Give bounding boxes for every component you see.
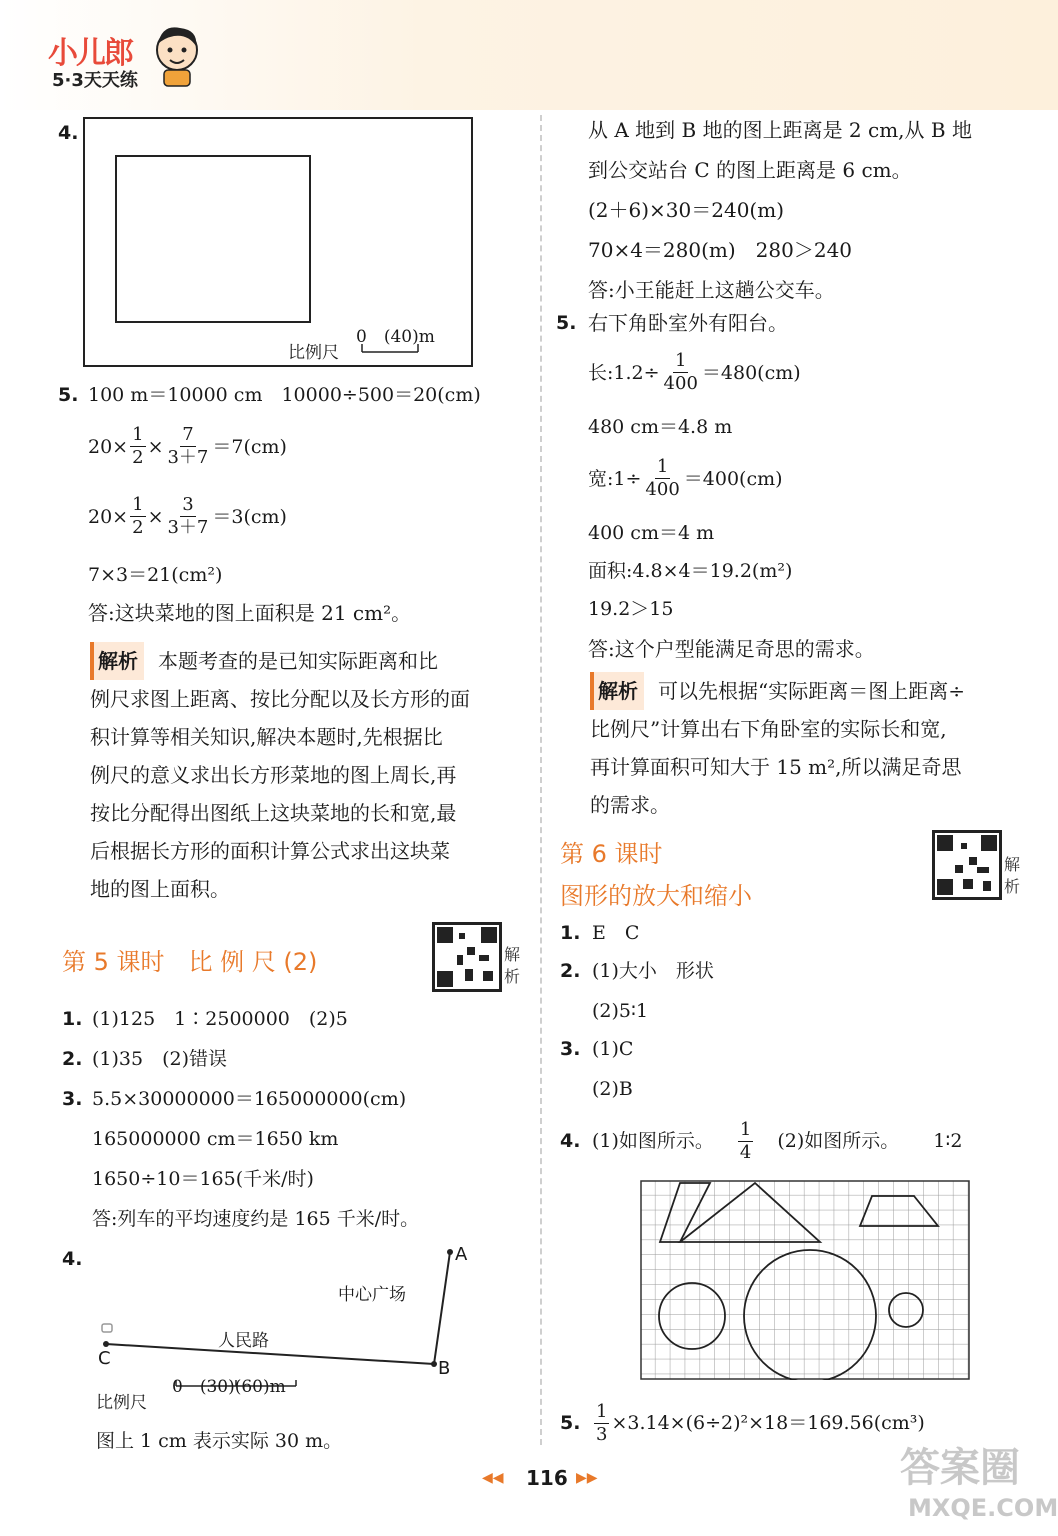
question-number: 1. [560,922,581,944]
qr-label: 解 [1004,855,1021,874]
answer-line: 答:这块菜地的图上面积是 21 cm²。 [88,601,412,625]
question-number: 2. [560,960,581,982]
prev-page-icon[interactable]: ◀◀ [482,1470,504,1486]
lesson-subtitle: 图形的放大和缩小 [560,882,752,910]
solution-line: 480 cm＝4.8 m [588,416,733,438]
analysis-block: 解析 本题考查的是已知实际距离和比 例尺求图上距离、按比分配以及长方形的面 积计算等相关知识,解决本题时,先根据比 例尺的意义求出长方形菜地的图上周长,再 按比分配得出图纸上这块菜地的长和宽,最 后根据长方形的面积计算公式求出这块菜 地的图上面积。 [90,642,470,908]
point-label: C [98,1348,111,1369]
answer-line: (1)如图所示。 $\frac{1}{4}$ (2)如图所示。 1∶2 [592,1118,963,1163]
solution-block: 5.5×30000000＝165000000(cm) 165000000 cm＝1650 km 1650÷10＝165(千米/时) 答:列车的平均速度约是 165 千米/时。 [92,1088,420,1230]
next-page-icon[interactable]: ▶▶ [576,1470,598,1486]
route-map [96,1240,496,1400]
watermark: 答案圈 [900,1445,1020,1491]
question-number: 4. [62,1248,83,1270]
grid-figure [640,1180,970,1380]
solution-line: 20× $\frac{1}{2}$ × $\frac{7}{3+7}$ ＝7(cm) [88,424,287,468]
answer-line: 答:这个户型能满足奇思的需求。 [588,637,875,661]
solution-line: $\frac{1}{3}$ ×3.14×(6÷2)²×18＝169.56(cm³) [596,1400,925,1445]
solution-line: 19.2＞15 [588,598,674,620]
analysis-tag: 解析 [590,672,644,710]
scale-label: 比例尺 [288,343,339,363]
fraction: $\frac{1}{400}$ [645,456,680,500]
qr-label: 析 [1004,877,1021,896]
fraction: $\frac{1}{3}$ [596,1400,608,1445]
answer-line: (1)C [592,1038,634,1060]
answer-line: E C [592,922,640,944]
solution-line: 长:1.2÷ $\frac{1}{400}$ ＝480(cm) [588,350,801,394]
solution-block: 从 A 地到 B 地的图上距离是 2 cm,从 B 地 到公交站台 C 的图上距离是 6 cm。 (2＋6)×30＝240(m) 70×4＝280(m) 280＞240 答:小王能赶上这趟公交车。 [588,118,972,302]
solution-line: 7×3＝21(cm²) [88,564,223,586]
place-label: 中心广场 [338,1285,406,1305]
road-label: 人民路 [218,1331,269,1351]
question-number: 5. [58,384,79,406]
watermark-url: MXQE.COM [908,1494,1058,1522]
answer-line: 右下角卧室外有阳台。 [588,311,788,335]
fraction: $\frac{7}{3+7}$ [167,424,209,468]
column-divider [540,115,542,1445]
fraction: $\frac{1}{2}$ [132,494,144,538]
question-number: 4. [560,1130,581,1152]
solution-line: 宽:1÷ $\frac{1}{400}$ ＝400(cm) [588,456,783,500]
question-number: 5. [560,1412,581,1434]
page-number: 116 [526,1466,568,1490]
fraction: $\frac{1}{2}$ [132,424,144,468]
question-number: 3. [62,1088,83,1110]
scale-text: 0 (30)(60)m [172,1377,286,1397]
point-label: B [438,1358,451,1379]
qr-code-icon[interactable] [432,922,502,992]
answer-line: (2)5∶1 [592,1000,649,1022]
question-number: 2. [62,1048,83,1070]
answer-line: (1)35 (2)错误 [92,1048,228,1070]
question-number: 1. [62,1008,83,1030]
qr-code-icon[interactable] [932,830,1002,900]
fraction: $\frac{1}{4}$ [739,1118,752,1163]
question-number: 5. [556,312,577,334]
brand-logo: 小儿郎 [48,36,132,71]
analysis-block: 解析 可以先根据“实际距离＝图上距离÷ 比例尺”计算出右下角卧室的实际长和宽, 再计算面积可知大于 15 m²,所以满足奇思 的需求。 [590,672,965,824]
answer-line: (1)125 1∶2500000 (2)5 [92,1008,348,1030]
analysis-tag: 解析 [90,642,144,680]
series-name: 5·3天天练 [52,70,138,91]
question-number: 3. [560,1038,581,1060]
scale-text: 0 (40)m [356,327,435,347]
mascot-icon [150,22,204,88]
fraction: $\frac{3}{3+7}$ [167,494,209,538]
lesson-title: 第 6 课时 [560,840,663,868]
solution-line: 100 m＝10000 cm 10000÷500＝20(cm) [88,384,481,406]
note-line: 图上 1 cm 表示实际 30 m。 [96,1430,343,1452]
scale-label: 比例尺 [96,1393,147,1413]
solution-line: 面积:4.8×4＝19.2(m²) [588,560,793,582]
qr-label: 解 [504,945,521,964]
solution-line: 400 cm＝4 m [588,522,715,544]
lesson-title: 第 5 课时 比 例 尺 (2) [62,948,318,976]
question-number: 4. [58,122,79,144]
solution-line: 20× $\frac{1}{2}$ × $\frac{3}{3+7}$ ＝3(cm) [88,494,287,538]
qr-label: 析 [504,967,521,986]
point-label: A [455,1244,468,1265]
answer-line: (2)B [592,1078,633,1100]
answer-line: (1)大小 形状 [592,960,714,982]
fraction: $\frac{1}{400}$ [663,350,698,394]
